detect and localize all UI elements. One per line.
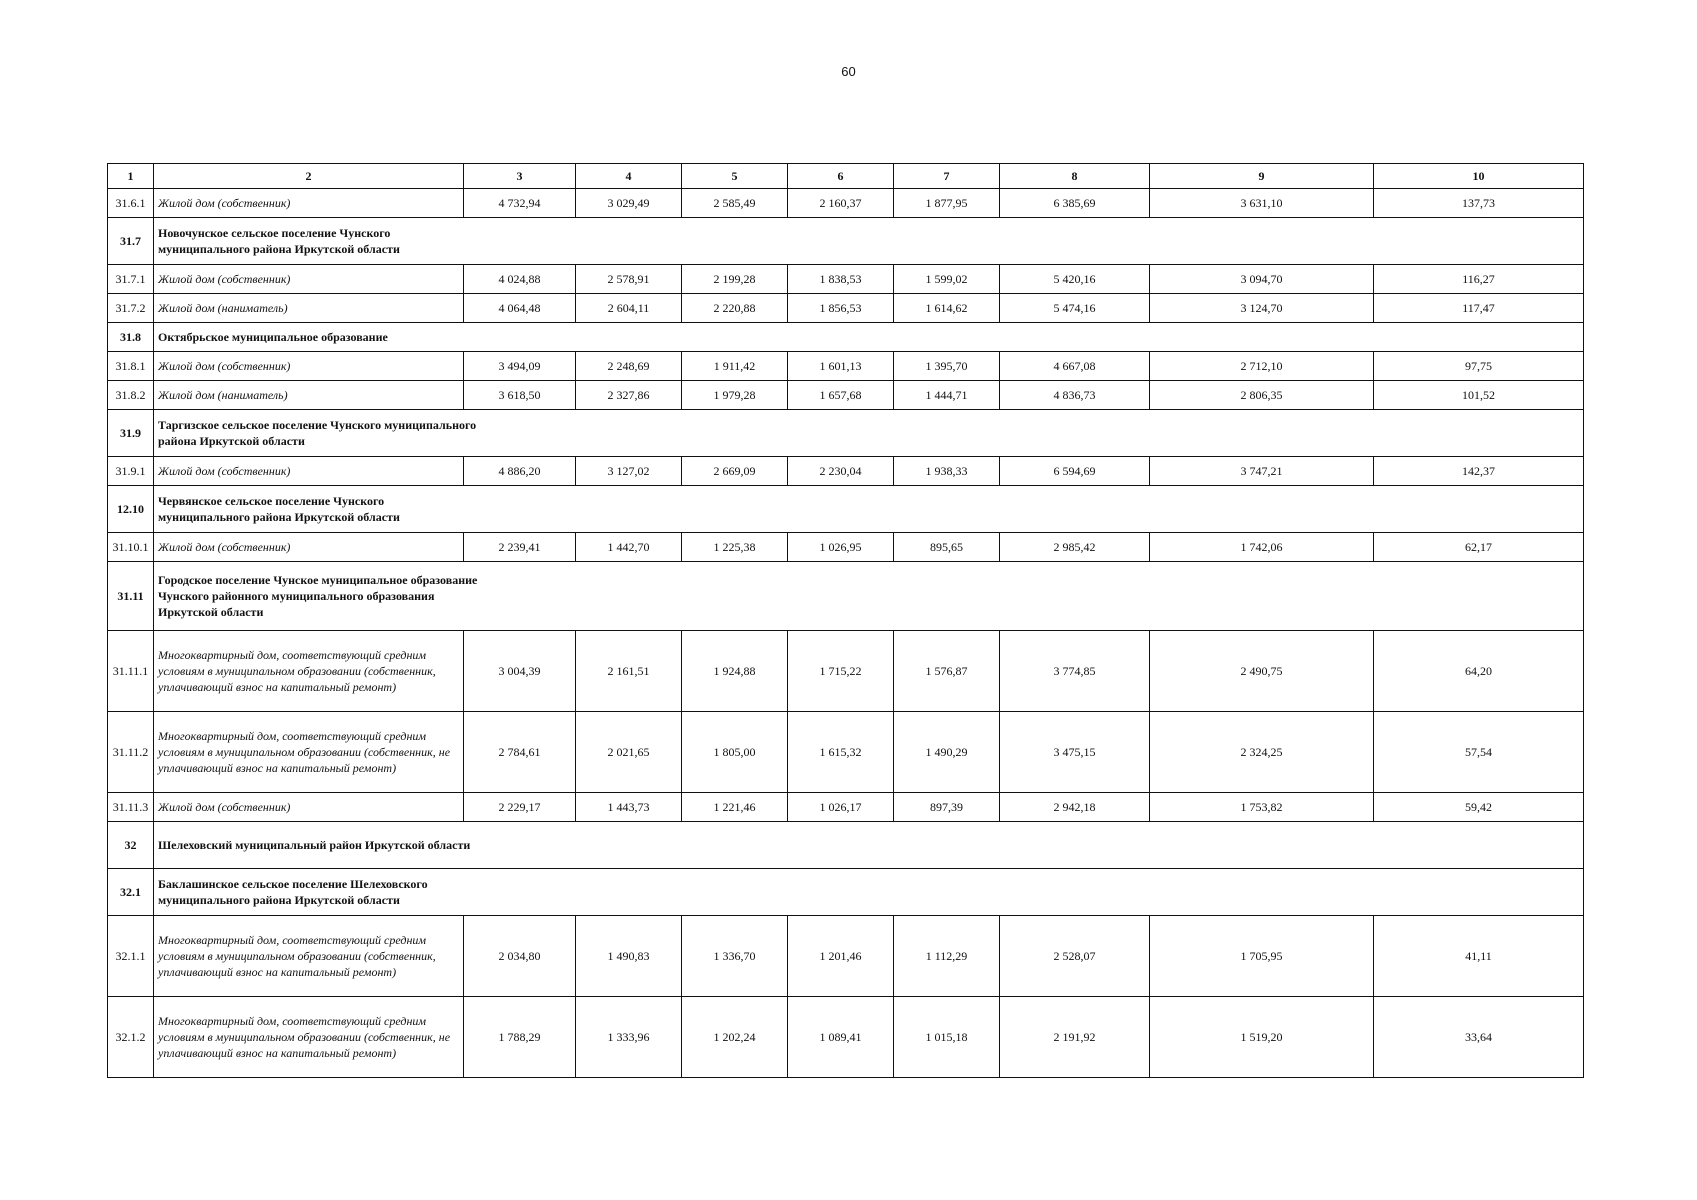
value-col-6: 1 657,68 [788,381,894,410]
value-col-9: 2 324,25 [1150,712,1374,793]
table-row [108,997,1584,1078]
value-col-8: 2 528,07 [1000,916,1150,997]
value-col-5: 2 669,09 [682,457,788,486]
header-cell: 9 [1150,164,1374,189]
value-col-5: 1 979,28 [682,381,788,410]
section-row [108,218,1584,265]
row-description: Жилой дом (собственник) [154,265,464,294]
value-col-7: 1 395,70 [894,352,1000,381]
value-col-9: 2 806,35 [1150,381,1374,410]
value-col-7: 1 576,87 [894,631,1000,712]
header-cell: 4 [576,164,682,189]
value-col-5: 1 805,00 [682,712,788,793]
section-row [108,869,1584,916]
row-description: Жилой дом (собственник) [154,793,464,822]
row-number: 31.8.1 [108,352,154,381]
header-cell: 8 [1000,164,1150,189]
value-col-3: 2 239,41 [464,533,576,562]
value-col-7: 897,39 [894,793,1000,822]
value-col-5: 1 336,70 [682,916,788,997]
table-row [108,533,1584,562]
section-title: Октябрьское муниципальное образование [158,329,388,344]
value-col-10: 101,52 [1374,381,1584,410]
value-col-10: 33,64 [1374,997,1584,1078]
value-col-6: 1 201,46 [788,916,894,997]
row-number: 31.9.1 [108,457,154,486]
row-number: 31.6.1 [108,189,154,218]
section-row [108,486,1584,533]
value-col-9: 3 124,70 [1150,294,1374,323]
row-number: 32.1.2 [108,997,154,1078]
value-col-10: 41,11 [1374,916,1584,997]
value-col-9: 1 753,82 [1150,793,1374,822]
table-row [108,381,1584,410]
value-col-10: 142,37 [1374,457,1584,486]
value-col-4: 2 248,69 [576,352,682,381]
value-col-6: 1 615,32 [788,712,894,793]
header-cell: 3 [464,164,576,189]
row-description: Жилой дом (наниматель) [154,381,464,410]
value-col-4: 2 578,91 [576,265,682,294]
row-number: 31.11.3 [108,793,154,822]
value-col-8: 2 942,18 [1000,793,1150,822]
section-number: 32 [108,822,154,869]
section-title: Городское поселение Чунское муниципальное образование Чунского районного муниципального образования Иркутской области [158,572,478,620]
value-col-10: 59,42 [1374,793,1584,822]
value-col-8: 3 475,15 [1000,712,1150,793]
row-description: Жилой дом (собственник) [154,352,464,381]
value-col-6: 1 838,53 [788,265,894,294]
value-col-10: 57,54 [1374,712,1584,793]
tariff-table-container [107,163,1583,1078]
value-col-6: 1 601,13 [788,352,894,381]
section-row [108,562,1584,631]
row-number: 31.11.2 [108,712,154,793]
value-col-8: 5 474,16 [1000,294,1150,323]
value-col-6: 2 230,04 [788,457,894,486]
section-row [108,323,1584,352]
value-col-9: 3 631,10 [1150,189,1374,218]
section-title: Новочунское сельское поселение Чунского муниципального района Иркутской области [158,225,400,256]
value-col-7: 1 015,18 [894,997,1000,1078]
value-col-10: 62,17 [1374,533,1584,562]
value-col-3: 4 886,20 [464,457,576,486]
value-col-9: 2 490,75 [1150,631,1374,712]
value-col-5: 1 202,24 [682,997,788,1078]
row-description: Жилой дом (собственник) [154,189,464,218]
value-col-5: 1 225,38 [682,533,788,562]
table-row [108,457,1584,486]
section-title-cell [154,822,1584,869]
row-description: Многоквартирный дом, соответствующий средним условиям в муниципальном образовании (собственник, не уплачивающий взнос на капитальный ремонт) [154,712,464,793]
value-col-3: 4 732,94 [464,189,576,218]
value-col-3: 3 494,09 [464,352,576,381]
section-number: 12.10 [108,486,154,533]
section-title-cell [154,486,1584,533]
tariff-table [107,163,1584,1078]
row-description: Многоквартирный дом, соответствующий средним условиям в муниципальном образовании (собственник, уплачивающий взнос на капитальный ремонт) [154,916,464,997]
table-row [108,631,1584,712]
row-description: Жилой дом (собственник) [154,457,464,486]
header-cell: 1 [108,164,154,189]
value-col-10: 117,47 [1374,294,1584,323]
row-number: 31.7.2 [108,294,154,323]
section-number: 31.9 [108,410,154,457]
value-col-10: 97,75 [1374,352,1584,381]
value-col-6: 1 856,53 [788,294,894,323]
row-number: 31.10.1 [108,533,154,562]
value-col-3: 3 618,50 [464,381,576,410]
value-col-9: 1 742,06 [1150,533,1374,562]
section-number: 31.8 [108,323,154,352]
value-col-5: 2 585,49 [682,189,788,218]
header-cell: 6 [788,164,894,189]
section-row [108,822,1584,869]
value-col-4: 2 021,65 [576,712,682,793]
value-col-8: 5 420,16 [1000,265,1150,294]
value-col-4: 3 127,02 [576,457,682,486]
page-number: 60 [841,64,856,79]
value-col-8: 6 594,69 [1000,457,1150,486]
value-col-6: 1 715,22 [788,631,894,712]
row-description: Жилой дом (наниматель) [154,294,464,323]
value-col-9: 3 747,21 [1150,457,1374,486]
section-title: Таргизское сельское поселение Чунского муниципального района Иркутской области [158,417,477,448]
value-col-10: 64,20 [1374,631,1584,712]
value-col-6: 1 026,95 [788,533,894,562]
row-number: 31.8.2 [108,381,154,410]
section-title-cell [154,410,1584,457]
row-number: 31.7.1 [108,265,154,294]
value-col-8: 2 191,92 [1000,997,1150,1078]
table-row [108,916,1584,997]
table-row [108,189,1584,218]
value-col-7: 1 877,95 [894,189,1000,218]
table-row [108,265,1584,294]
table-row [108,294,1584,323]
value-col-3: 2 034,80 [464,916,576,997]
header-cell: 10 [1374,164,1584,189]
value-col-4: 1 490,83 [576,916,682,997]
value-col-5: 1 911,42 [682,352,788,381]
value-col-3: 4 024,88 [464,265,576,294]
value-col-9: 3 094,70 [1150,265,1374,294]
value-col-9: 2 712,10 [1150,352,1374,381]
value-col-5: 1 924,88 [682,631,788,712]
value-col-8: 2 985,42 [1000,533,1150,562]
value-col-9: 1 519,20 [1150,997,1374,1078]
section-title: Баклашинское сельское поселение Шелеховского муниципального района Иркутской области [158,876,428,907]
table-body [108,189,1584,1078]
section-number: 31.11 [108,562,154,631]
table-row [108,793,1584,822]
header-cell: 7 [894,164,1000,189]
row-description: Жилой дом (собственник) [154,533,464,562]
value-col-7: 1 490,29 [894,712,1000,793]
value-col-7: 1 444,71 [894,381,1000,410]
header-cell: 5 [682,164,788,189]
value-col-8: 4 836,73 [1000,381,1150,410]
value-col-7: 895,65 [894,533,1000,562]
section-row [108,410,1584,457]
section-number: 31.7 [108,218,154,265]
value-col-9: 1 705,95 [1150,916,1374,997]
value-col-7: 1 112,29 [894,916,1000,997]
row-number: 32.1.1 [108,916,154,997]
value-col-3: 1 788,29 [464,997,576,1078]
value-col-5: 2 199,28 [682,265,788,294]
value-col-3: 2 229,17 [464,793,576,822]
value-col-6: 1 026,17 [788,793,894,822]
value-col-4: 2 161,51 [576,631,682,712]
row-number: 31.11.1 [108,631,154,712]
value-col-4: 3 029,49 [576,189,682,218]
header-row [108,164,1584,189]
table-row [108,712,1584,793]
value-col-10: 116,27 [1374,265,1584,294]
value-col-4: 2 327,86 [576,381,682,410]
value-col-3: 4 064,48 [464,294,576,323]
table-row [108,352,1584,381]
section-title-cell [154,218,1584,265]
header-cell: 2 [154,164,464,189]
section-title: Шелеховский муниципальный район Иркутской области [158,837,471,852]
value-col-8: 3 774,85 [1000,631,1150,712]
value-col-8: 6 385,69 [1000,189,1150,218]
value-col-5: 2 220,88 [682,294,788,323]
value-col-10: 137,73 [1374,189,1584,218]
section-title-cell [154,562,1584,631]
value-col-4: 1 443,73 [576,793,682,822]
value-col-7: 1 614,62 [894,294,1000,323]
value-col-4: 1 442,70 [576,533,682,562]
value-col-4: 1 333,96 [576,997,682,1078]
row-description: Многоквартирный дом, соответствующий средним условиям в муниципальном образовании (собственник, уплачивающий взнос на капитальный ремонт) [154,631,464,712]
value-col-6: 1 089,41 [788,997,894,1078]
section-number: 32.1 [108,869,154,916]
value-col-3: 3 004,39 [464,631,576,712]
value-col-6: 2 160,37 [788,189,894,218]
section-title-cell [154,323,1584,352]
value-col-8: 4 667,08 [1000,352,1150,381]
section-title: Червянское сельское поселение Чунского муниципального района Иркутской области [158,493,400,524]
value-col-7: 1 599,02 [894,265,1000,294]
section-title-cell [154,869,1584,916]
value-col-3: 2 784,61 [464,712,576,793]
row-description: Многоквартирный дом, соответствующий средним условиям в муниципальном образовании (собственник, не уплачивающий взнос на капитальный ремонт) [154,997,464,1078]
value-col-5: 1 221,46 [682,793,788,822]
value-col-7: 1 938,33 [894,457,1000,486]
value-col-4: 2 604,11 [576,294,682,323]
